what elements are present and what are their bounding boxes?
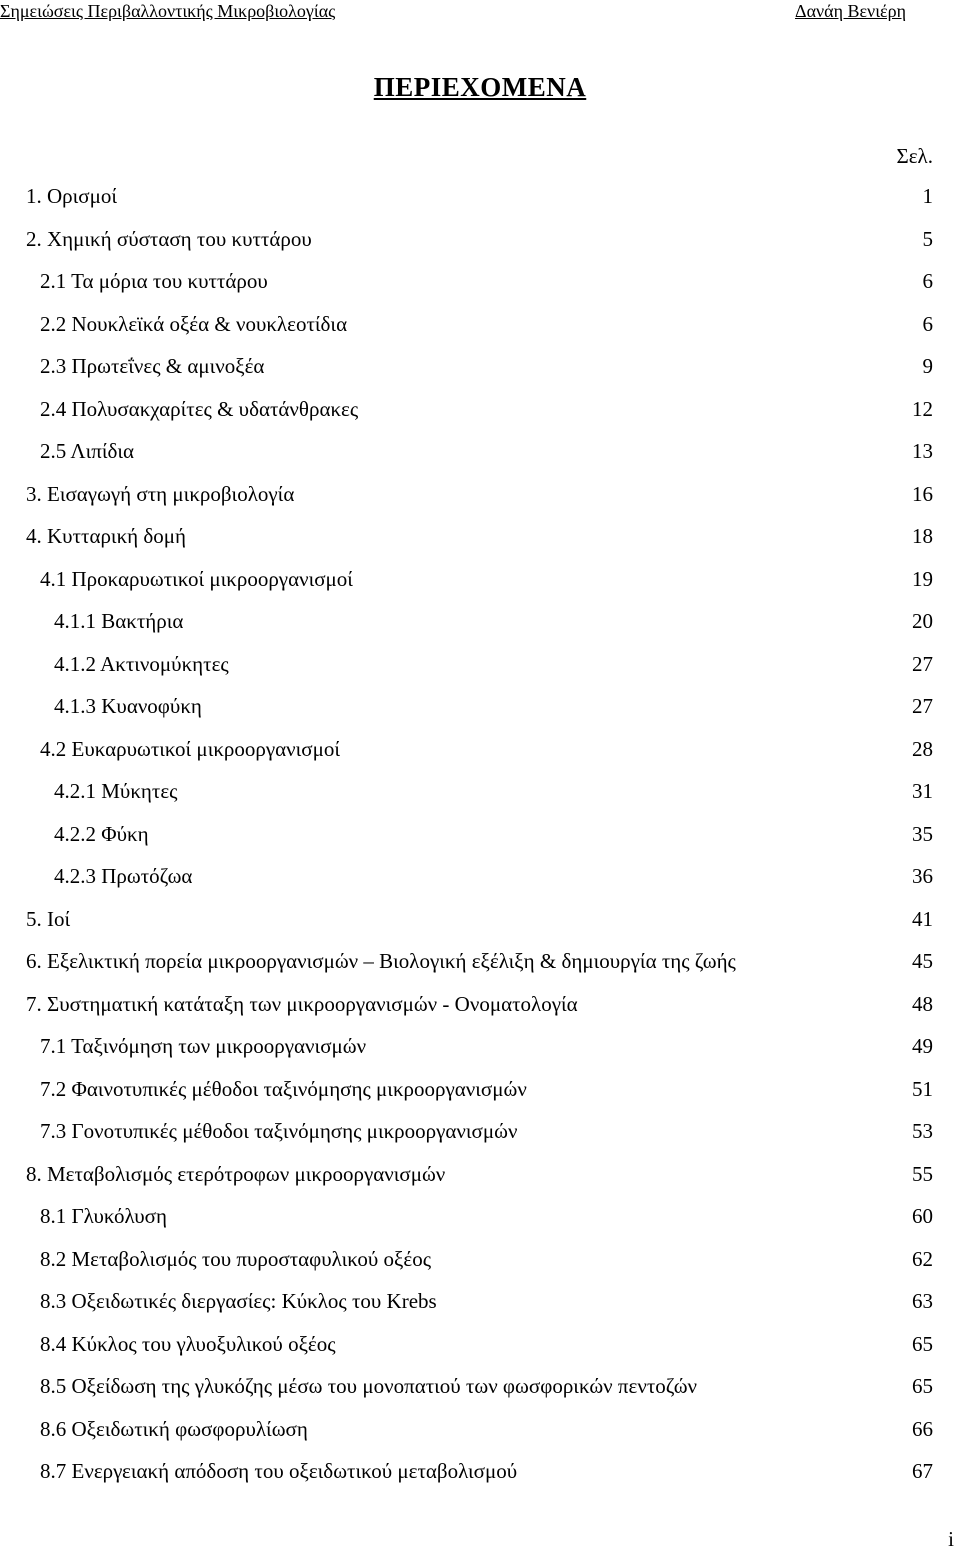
toc-entry-title: 7.3 Γονοτυπικές μέθοδοι ταξινόμησης μικροοργανισμών [40, 1119, 518, 1143]
toc-entry [0, 1068, 960, 1111]
toc-entry-page: 55 [912, 1161, 933, 1186]
toc-entry-title: 7. Συστηματική κατάταξη των μικροοργανισμών - Ονοματολογία [26, 991, 578, 1016]
toc-entry [0, 175, 960, 218]
toc-entry-title: 8.1 Γλυκόλυση [40, 1204, 167, 1228]
toc-entry-title: 4.1.2 Ακτινομύκητες [54, 651, 229, 676]
toc-entry-page: 60 [912, 1204, 933, 1228]
toc-entry-page: 12 [912, 396, 933, 421]
toc-entry [0, 345, 960, 388]
toc-entry-title: 5. Ιοί [26, 906, 71, 931]
toc-entry-page: 6 [922, 269, 933, 293]
toc-entry-title: 2. Χημική σύσταση του κυττάρου [26, 226, 312, 251]
toc-entry-title: 8.2 Μεταβολισμός του πυροσταφυλικού οξέος [40, 1246, 432, 1271]
toc-entry-title: 7.1 Ταξινόμηση των μικροοργανισμών [40, 1034, 367, 1058]
toc-entry-page: 36 [912, 864, 933, 888]
toc-entry [0, 685, 960, 728]
toc-entry-title: 7.2 Φαινοτυπικές μέθοδοι ταξινόμησης μικροοργανισμών [40, 1076, 527, 1101]
toc-entry-title: 8. Μεταβολισμός ετερότροφων μικροοργανισμών [26, 1161, 446, 1186]
toc-entry-page: 45 [912, 949, 933, 973]
toc-entry-title: 2.2 Νουκλεϊκά οξέα & νουκλεοτίδια [40, 311, 348, 336]
toc-entry [0, 558, 960, 601]
toc-entry-page: 9 [922, 354, 933, 378]
toc-entry-title: 6. Εξελικτική πορεία μικροοργανισμών – Βιολογική εξέλιξη & δημιουργία της ζωής [26, 949, 736, 973]
toc-entry [0, 898, 960, 941]
header-course-title: Σημειώσεις Περιβαλλοντικής Μικροβιολογίας [0, 1, 336, 21]
toc-entry [0, 1153, 960, 1196]
toc-entry [0, 1110, 960, 1153]
footer-page-number: i [948, 1527, 954, 1551]
toc-entry-page: 66 [912, 1416, 933, 1441]
toc-entry-title: 4.1.3 Κυανοφύκη [54, 694, 202, 718]
toc-entry-page: 65 [912, 1374, 933, 1398]
toc-entry-page: 28 [912, 736, 933, 761]
toc-entry-page: 41 [912, 906, 933, 931]
toc-entry-page: 62 [912, 1246, 933, 1271]
toc-entry [0, 600, 960, 643]
running-header [0, 0, 960, 24]
toc-entry-page: 27 [912, 651, 933, 676]
header-author: Δανάη Βενιέρη [795, 1, 906, 21]
toc-entry [0, 515, 960, 558]
toc-entry-page: 53 [912, 1119, 933, 1143]
toc-entry-title: 4.2.1 Μύκητες [54, 779, 178, 803]
toc-entry-page: 20 [912, 609, 933, 633]
toc-entry-title: 8.4 Κύκλος του γλυοξυλικού οξέος [40, 1331, 336, 1356]
toc-entry-page: 51 [912, 1076, 933, 1101]
page-column-label: Σελ. [896, 144, 933, 168]
page-title: ΠΕΡΙΕΧΟΜΕΝΑ [373, 72, 587, 102]
toc-entry-page: 16 [912, 481, 933, 506]
toc-entry [0, 728, 960, 771]
toc-entry-title: 2.4 Πολυσακχαρίτες & υδατάνθρακες [40, 396, 359, 421]
toc-entry-page: 13 [912, 439, 933, 463]
toc-entry-title: 8.5 Οξείδωση της γλυκόζης μέσω του μονοπατιού των φωσφορικών πεντοζών [40, 1374, 698, 1398]
toc-entry-page: 31 [912, 779, 933, 803]
toc-entry [0, 218, 960, 261]
toc-entry [0, 1280, 960, 1323]
toc-entry [0, 1365, 960, 1408]
toc-entry-title: 1. Ορισμοί [26, 184, 118, 208]
toc-entry-page: 65 [912, 1331, 933, 1356]
toc-entry [0, 1195, 960, 1238]
toc-entry [0, 770, 960, 813]
toc-entry-title: 4.1 Προκαρυωτικοί μικροοργανισμοί [40, 566, 353, 591]
toc-entry-page: 67 [912, 1459, 933, 1483]
table-of-contents [0, 175, 960, 1493]
toc-entry-page: 6 [922, 311, 933, 336]
toc-entry-title: 8.7 Ενεργειακή απόδοση του οξειδωτικού μεταβολισμού [40, 1459, 518, 1483]
toc-entry-page: 1 [922, 184, 933, 208]
toc-entry [0, 940, 960, 983]
toc-entry-title: 8.6 Οξειδωτική φωσφορυλίωση [40, 1416, 308, 1441]
toc-entry-title: 8.3 Οξειδωτικές διεργασίες: Κύκλος του Krebs [40, 1289, 437, 1313]
toc-entry-title: 3. Εισαγωγή στη μικροβιολογία [26, 481, 295, 506]
toc-entry [0, 473, 960, 516]
toc-entry-page: 48 [912, 991, 933, 1016]
toc-entry [0, 1450, 960, 1493]
toc-entry [0, 813, 960, 856]
toc-entry [0, 983, 960, 1026]
toc-entry-title: 4.1.1 Βακτήρια [54, 609, 184, 633]
toc-entry-page: 18 [912, 524, 933, 548]
toc-entry-title: 4.2.2 Φύκη [54, 821, 149, 846]
toc-entry-page: 49 [912, 1034, 933, 1058]
toc-entry-page: 27 [912, 694, 933, 718]
toc-entry [0, 855, 960, 898]
toc-entry-title: 4.2.3 Πρωτόζωα [54, 864, 193, 888]
toc-entry-page: 35 [912, 821, 933, 846]
toc-entry [0, 643, 960, 686]
toc-entry [0, 1238, 960, 1281]
toc-entry [0, 1025, 960, 1068]
toc-entry [0, 430, 960, 473]
toc-entry [0, 303, 960, 346]
toc-entry [0, 1408, 960, 1451]
toc-entry [0, 388, 960, 431]
toc-entry-title: 4. Κυτταρική δομή [26, 524, 187, 548]
toc-entry-page: 63 [912, 1289, 933, 1313]
toc-entry-page: 5 [922, 226, 933, 251]
toc-entry-title: 4.2 Ευκαρυωτικοί μικροοργανισμοί [40, 736, 341, 761]
toc-entry [0, 260, 960, 303]
toc-entry-title: 2.5 Λιπίδια [40, 439, 135, 463]
toc-entry-title: 2.1 Τα μόρια του κυττάρου [40, 269, 268, 293]
toc-entry [0, 1323, 960, 1366]
toc-entry-page: 19 [912, 566, 933, 591]
toc-entry-title: 2.3 Πρωτεΐνες & αμινοξέα [40, 354, 265, 378]
